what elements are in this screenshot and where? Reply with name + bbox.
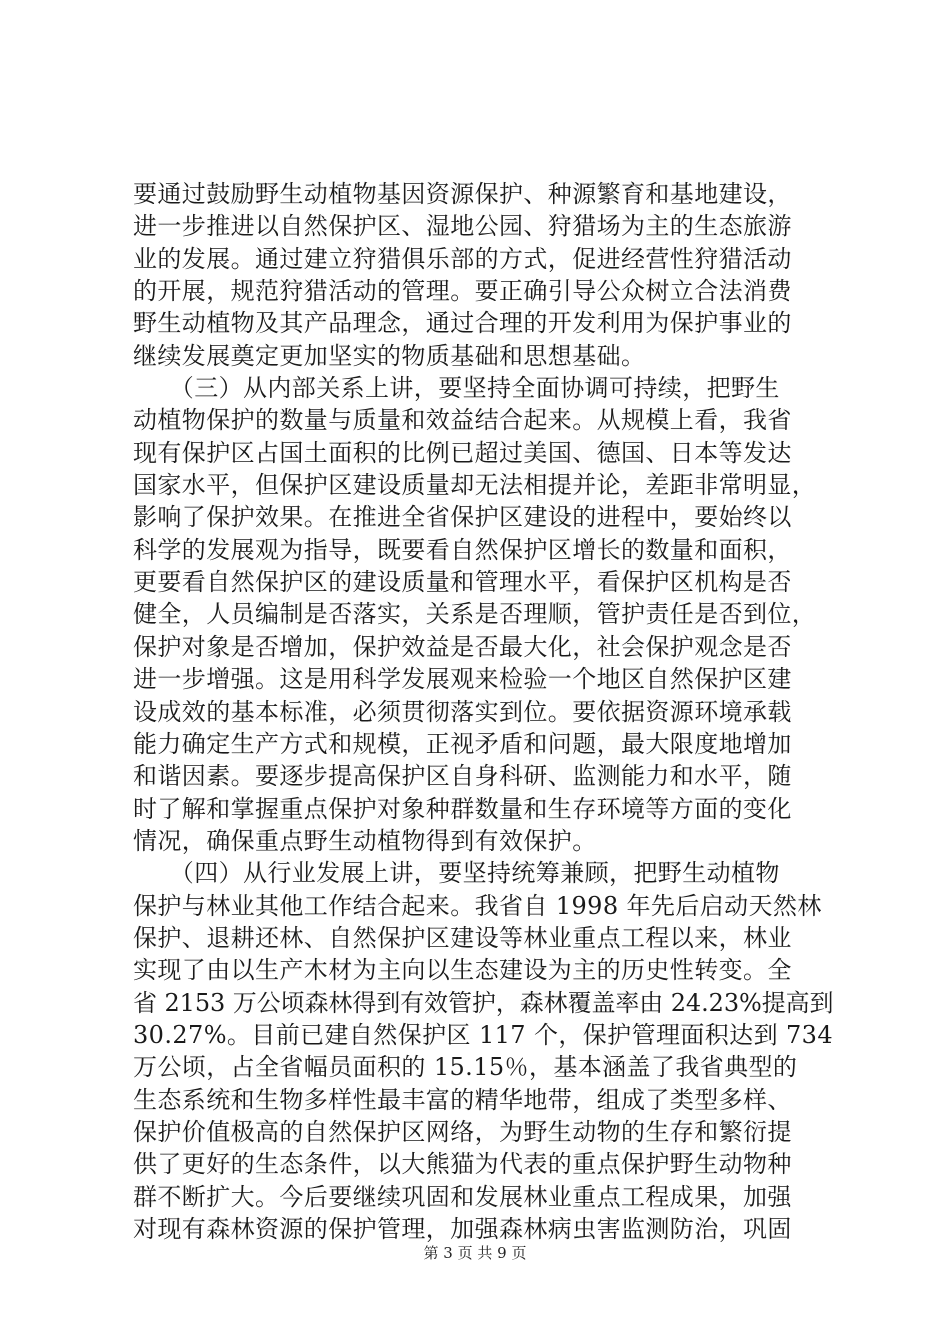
page-footer: 第 3 页 共 9 页 (423, 1244, 527, 1262)
text-line: 30.27%。目前已建自然保护区 117 个，保护管理面积达到 734 (133, 1020, 834, 1049)
text-line: （四）从行业发展上讲，要坚持统筹兼顾，把野生动植物 (133, 859, 780, 888)
text-line: 和谐因素。要逐步提高保护区自身科研、监测能力和水平，随 (133, 762, 792, 791)
text-line: 进一步推进以自然保护区、湿地公园、狩猎场为主的生态旅游 (133, 212, 792, 241)
text-line: 供了更好的生态条件，以大熊猫为代表的重点保护野生动物种 (133, 1150, 792, 1179)
text-line: 国家水平，但保护区建设质量却无法相提并论，差距非常明显， (133, 471, 817, 500)
text-line: 影响了保护效果。在推进全省保护区建设的进程中，要始终以 (133, 503, 792, 532)
body-text (133, 178, 833, 1245)
text-line: 时了解和掌握重点保护对象种群数量和生存环境等方面的变化 (133, 794, 792, 823)
text-line: 更要看自然保护区的建设质量和管理水平，看保护区机构是否 (133, 568, 792, 597)
text-line: 实现了由以生产木材为主向以生态建设为主的历史性转变。全 (133, 956, 792, 985)
text-line: 业的发展。通过建立狩猎俱乐部的方式，促进经营性狩猎活动 (133, 244, 792, 273)
text-line: 省 2153 万公顷森林得到有效管护，森林覆盖率由 24.23%提高到 (133, 988, 834, 1017)
text-line: 科学的发展观为指导，既要看自然保护区增长的数量和面积， (133, 535, 792, 564)
text-line: 继续发展奠定更加坚实的物质基础和思想基础。 (133, 341, 646, 370)
text-line: 进一步增强。这是用科学发展观来检验一个地区自然保护区建 (133, 665, 792, 694)
text-line: 保护价值极高的自然保护区网络，为野生动物的生存和繁衍提 (133, 1117, 792, 1146)
text-line: 保护、退耕还林、自然保护区建设等林业重点工程以来，林业 (133, 923, 792, 952)
text-line: 健全，人员编制是否落实，关系是否理顺，管护责任是否到位， (133, 600, 817, 629)
text-line: 对现有森林资源的保护管理，加强森林病虫害监测防治，巩固 (133, 1215, 792, 1243)
text-line: 保护与林业其他工作结合起来。我省自 1998 年先后启动天然林 (133, 891, 822, 920)
text-line: 的开展，规范狩猎活动的管理。要正确引导公众树立合法消费 (133, 277, 792, 306)
text-line: 生态系统和生物多样性最丰富的精华地带，组成了类型多样、 (133, 1085, 792, 1114)
text-line: 现有保护区占国土面积的比例已超过美国、德国、日本等发达 (133, 438, 792, 467)
text-line: 保护对象是否增加，保护效益是否最大化，社会保护观念是否 (133, 632, 792, 661)
text-line: 野生动植物及其产品理念，通过合理的开发利用为保护事业的 (133, 309, 792, 338)
text-line: 万公顷，占全省幅员面积的 15.15％，基本涵盖了我省典型的 (133, 1053, 798, 1082)
text-line: 能力确定生产方式和规模，正视矛盾和问题，最大限度地增加 (133, 729, 792, 758)
text-line: 情况，确保重点野生动植物得到有效保护。 (133, 826, 597, 855)
text-line: 要通过鼓励野生动植物基因资源保护、种源繁育和基地建设， (133, 180, 792, 208)
text-line: （三）从内部关系上讲，要坚持全面协调可持续，把野生 (133, 374, 780, 403)
text-line: 动植物保护的数量与质量和效益结合起来。从规模上看，我省 (133, 406, 792, 435)
text-line: 设成效的基本标准，必须贯彻落实到位。要依据资源环境承载 (133, 697, 792, 726)
text-line: 群不断扩大。今后要继续巩固和发展林业重点工程成果，加强 (133, 1182, 792, 1211)
